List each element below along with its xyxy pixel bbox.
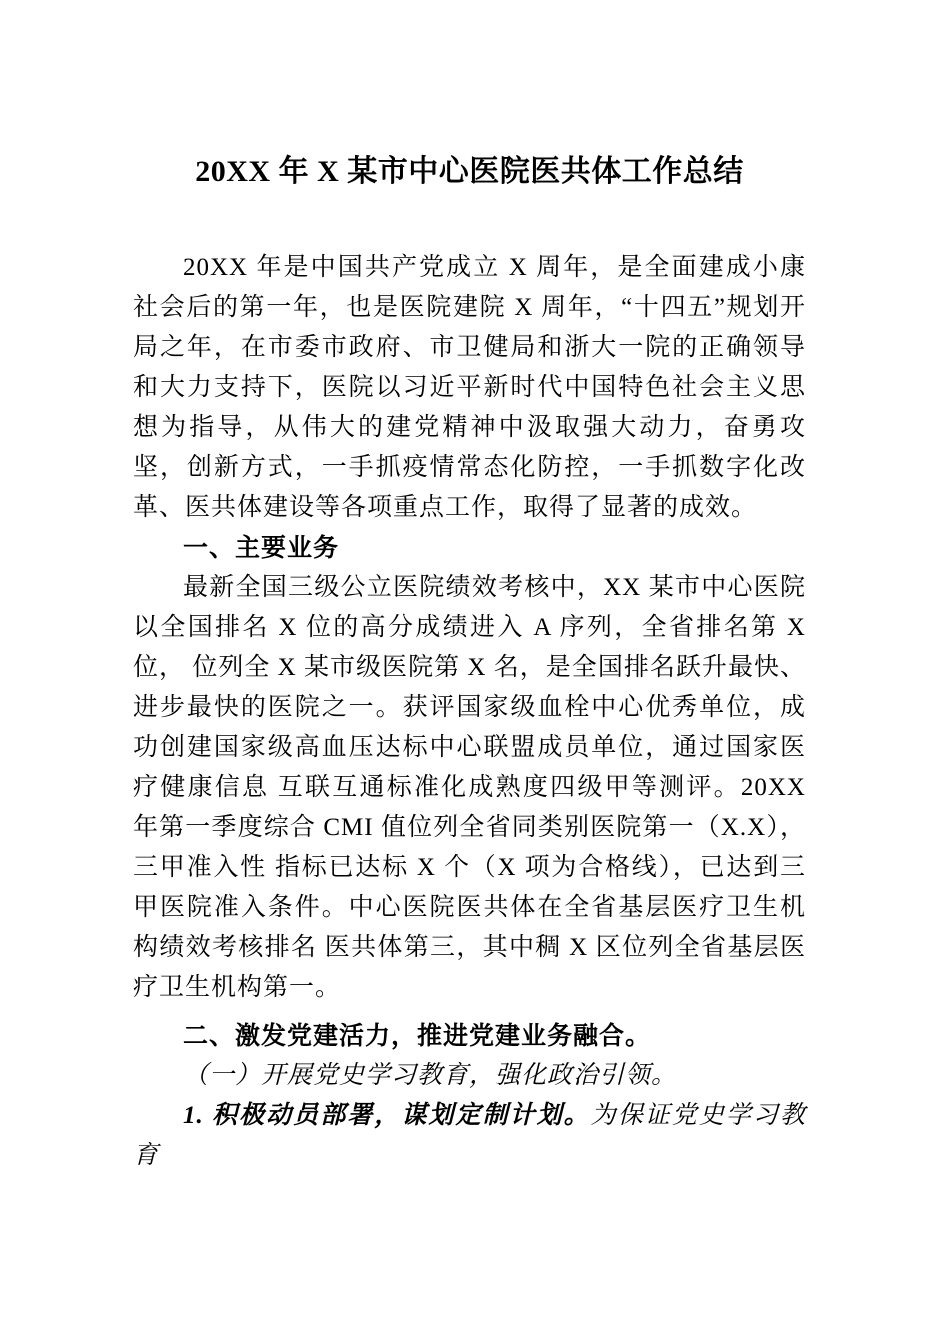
subsection-heading-party-history: （一）开展党史学习教育，强化政治引领。	[183, 1062, 678, 1089]
section-heading-party-building: 二、激发党建活力，推进党建业务融合。	[183, 1022, 652, 1050]
section-body-performance: 最新全国三级公立医院绩效考核中，XX 某市中心医院以全国排名 X 位的高分成绩进入 A 序列，全省排名第 X 位， 位列全 X 某市级医院第 X 名，是全国排名跃升最快、进步最快的医院之一。获评国家级血栓中心优秀单位，成功创建国家级高血压达标中心联盟成员单位，通过国家医疗健康信息 互联互通标准化成熟度四级甲等测评。20XX 年第一季度综合 CMI 值位列全省同类别医院第一（X.X），三甲准入性 指标已达标 X 个（X 项为合格线），已达到三甲医院准入条件。中心医院医共体在全省基层医疗卫生机构绩效考核排名 医共体第三，其中稠 X 区位列全省基层医疗卫生机构第一。	[133, 574, 806, 1001]
doc-title: 20XX 年 X 某市中心医院医共体工作总结	[195, 155, 744, 188]
numbered-item-1	[133, 1096, 806, 1176]
section-heading-main-business: 一、主要业务	[183, 534, 340, 562]
intro-paragraph: 20XX 年是中国共产党成立 X 周年，是全面建成小康社会后的第一年，也是医院建院 X 周年，“十四五”规划开局之年，在市委市政府、市卫健局和浙大一院的正确领导和大力支持下，医院以习近平新时代中国特色社会主义思想为指导，从伟大的建党精神中汲取强大动力，奋勇攻坚，创新方式，一手抓疫情常态化防控，一手抓数字化改革、医共体建设等各项重点工作，取得了显著的成效。	[133, 254, 806, 521]
numbered-item-lead: 1. 积极动员部署，谋划定制计划。	[183, 1102, 591, 1129]
numbered-item-text: 为保证党史学习教育	[133, 1102, 806, 1169]
